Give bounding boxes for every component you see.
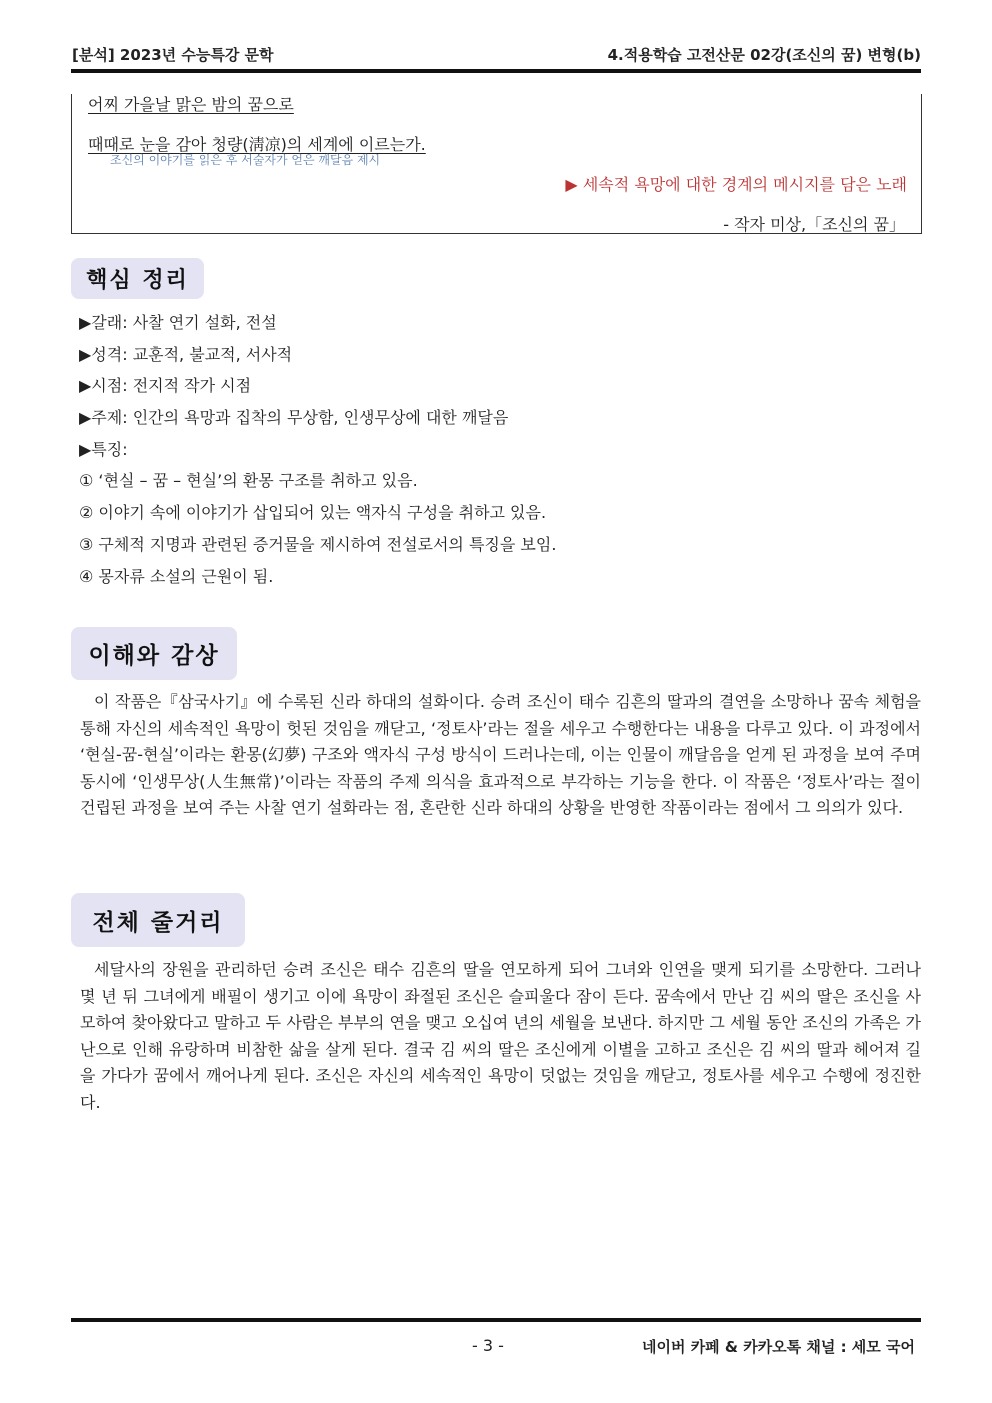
poem-annotation: 조신의 이야기를 읽은 후 서술자가 얻은 깨달음 제시 bbox=[110, 153, 381, 167]
summary-viewpoint: ▶시점: 전지적 작가 시점 bbox=[79, 376, 252, 396]
header-title: [분석] 2023년 수능특강 문학 bbox=[72, 46, 274, 64]
summary-features-label: ▶특징: bbox=[79, 439, 128, 459]
summary-character: ▶성격: 교훈적, 불교적, 서사적 bbox=[79, 344, 293, 364]
poem-box bbox=[71, 94, 922, 234]
header-divider bbox=[71, 69, 921, 73]
section-title-core: 핵심 정리 bbox=[71, 258, 204, 299]
footer-divider bbox=[71, 1318, 921, 1322]
section-title-plot: 전체 줄거리 bbox=[71, 893, 245, 947]
summary-feature-3: ③ 구체적 지명과 관련된 증거물을 제시하여 전설로서의 특징을 보임. bbox=[79, 534, 557, 554]
summary-genre: ▶갈래: 사찰 연기 설화, 전설 bbox=[79, 313, 277, 332]
poem-source: - 작자 미상,「조신의 꿈」 bbox=[723, 215, 905, 234]
poem-line-1: 어찌 가을날 맑은 밤의 꿈으로 bbox=[88, 95, 294, 114]
appreciation-paragraph: 이 작품은『삼국사기』에 수록된 신라 하대의 설화이다. 승려 조신이 태수 김흔의 딸과의 결연을 소망하나 꿈속 체험을 통해 자신의 세속적인 욕망이 헛된 것임을 깨닫고, ‘정토사’라는 절을 세우고 수행한다는 내용을 다루고 있다. 이 과정에서 ‘현실-꿈-현실’이라는 환몽(幻夢) 구조와 액자식 구성 방식이 드러나는데, 이는 인물이 깨달음을 얻게 된 과정을 보여 주며 동시에 ‘인생무상(人生無常)’이라는 작품의 주제 의식을 효과적으로 부각하는 기능을 한다. 이 작품은 ‘정토사’라는 절이 건립된 과정을 보여 주는 사찰 연기 설화라는 점, 혼란한 신라 하대의 상황을 반영한 작품이라는 점에서 그 의의가 있다. bbox=[80, 692, 921, 818]
page-number: - 3 - bbox=[472, 1336, 504, 1355]
core-summary-list bbox=[79, 309, 919, 594]
summary-feature-2: ② 이야기 속에 이야기가 삽입되어 있는 액자식 구성을 취하고 있음. bbox=[79, 503, 547, 523]
poem-message: ▶ 세속적 욕망에 대한 경계의 메시지를 담은 노래 bbox=[565, 175, 907, 194]
summary-feature-1: ① ‘현실 – 꿈 – 현실’의 환몽 구조를 취하고 있음. bbox=[79, 471, 418, 491]
header-lesson: 4.적용학습 고전산문 02강(조신의 꿈) 변형(b) bbox=[607, 46, 921, 64]
plot-paragraph: 세달사의 장원을 관리하던 승려 조신은 태수 김흔의 딸을 연모하게 되어 그녀와 인연을 맺게 되기를 소망한다. 그러나 몇 년 뒤 그녀에게 배필이 생기고 이에 욕망이 좌절된 조신은 슬피울다 잠이 든다. 꿈속에서 만난 김 씨의 딸은 조신을 사모하여 찾아왔다고 말하고 두 사람은 부부의 연을 맺고 오십여 년의 세월을 보낸다. 하지만 그 세월 동안 조신의 가족은 가난으로 인해 유랑하며 비참한 삶을 살게 된다. 결국 김 씨의 딸은 조신에게 이별을 고하고 조신은 김 씨의 딸과 헤어져 길을 가다가 꿈에서 깨어나게 된다. 조신은 자신의 세속적인 욕망이 덧없는 것임을 깨닫고, 정토사를 세우고 수행에 정진한다. bbox=[80, 960, 921, 1112]
section-title-appreciation: 이해와 감상 bbox=[71, 627, 237, 680]
summary-theme: ▶주제: 인간의 욕망과 집착의 무상함, 인생무상에 대한 깨달음 bbox=[79, 408, 509, 428]
poem-line-2: 때때로 눈을 감아 청량(淸凉)의 세계에 이르는가. bbox=[88, 135, 426, 154]
footer-channel: 네이버 카페 & 카카오톡 채널 : 세모 국어 bbox=[642, 1338, 915, 1356]
summary-feature-4: ④ 몽자류 소설의 근원이 됨. bbox=[79, 566, 274, 586]
